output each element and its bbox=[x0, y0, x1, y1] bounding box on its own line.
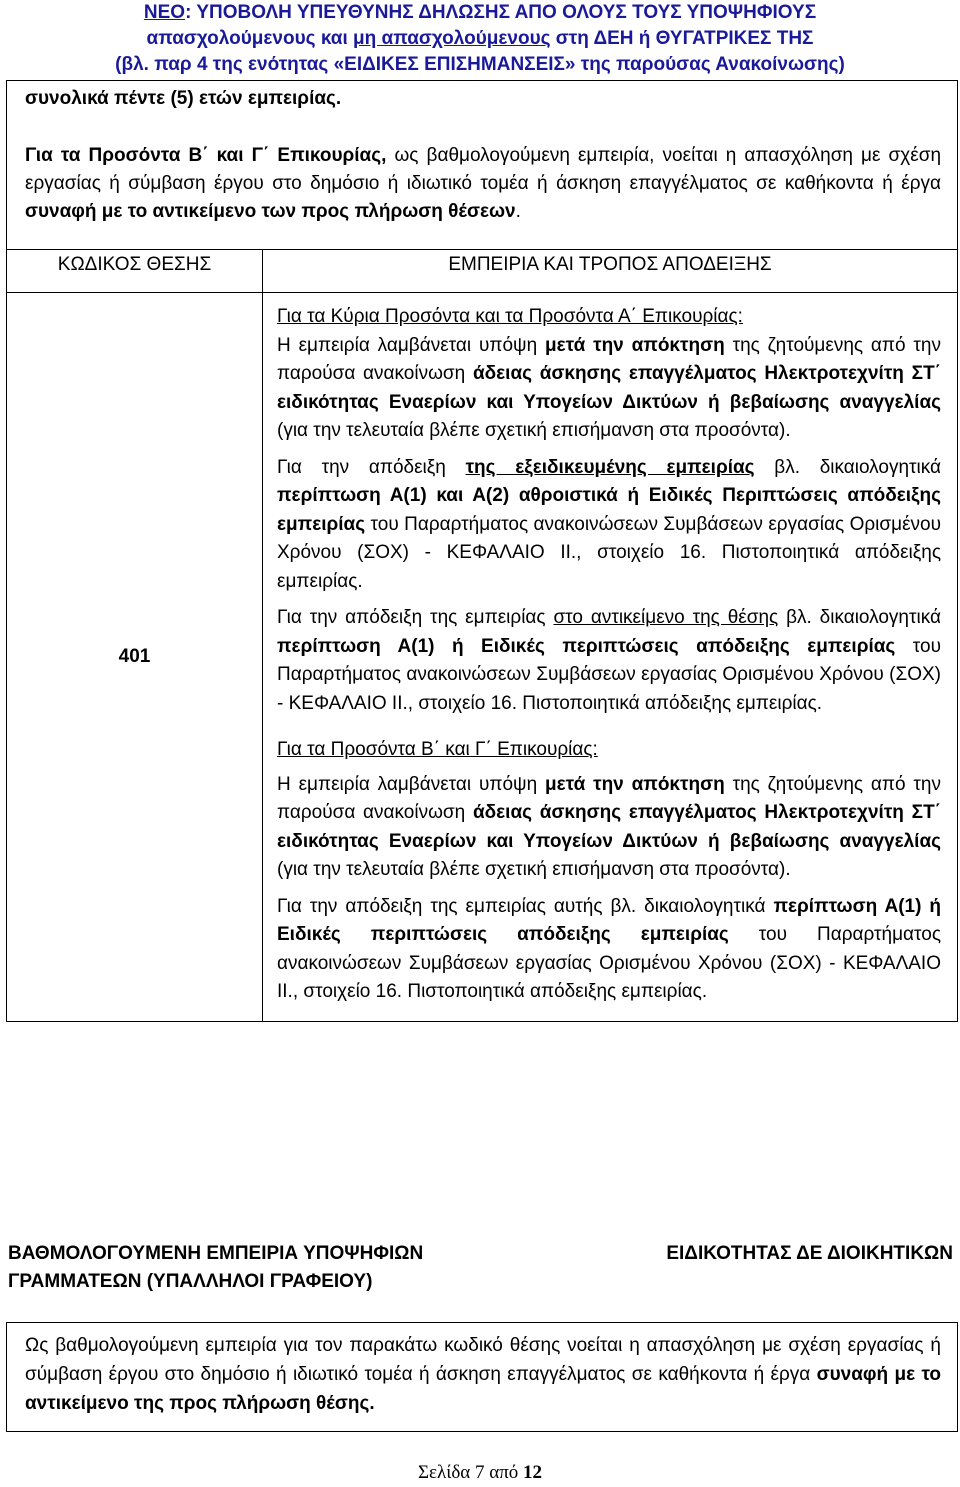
banner-line-2b: μη απασχολούμενους bbox=[353, 28, 551, 49]
b-paragraph-1 bbox=[277, 771, 941, 885]
intro-text bbox=[7, 81, 957, 226]
a-paragraph-2 bbox=[277, 454, 941, 597]
a-p2-1: Για την απόδειξη bbox=[277, 456, 466, 478]
banner-line-2 bbox=[0, 26, 960, 52]
definition-text bbox=[7, 1323, 957, 1418]
a-p3-2: στο αντικείμενο της θέσης bbox=[553, 607, 779, 628]
col-code-header: ΚΩΔΙΚΟΣ ΘΕΣΗΣ bbox=[7, 250, 263, 293]
b-p1-5: (για την τελευταία βλέπε σχετική επισήμανση στα προσόντα). bbox=[277, 859, 791, 880]
a-p2-4: περίπτωση Α(1) και Α(2) αθροιστικά ή Ειδικές Περιπτώσεις απόδειξης εμπειρίας bbox=[277, 485, 941, 535]
a-p2-2: της εξειδικευμένης εμπειρίας bbox=[465, 456, 755, 478]
page-total: 12 bbox=[523, 1462, 543, 1483]
b-p1-4: άδειας άσκησης επαγγέλματος Ηλεκτροτεχνίτη ΣΤ΄ ειδικότητας Εναερίων και Υπογείων Δικτύων ή βεβαίωσης αναγγελίας bbox=[277, 802, 941, 852]
page-prefix: Σελίδα bbox=[417, 1462, 475, 1483]
definition-box bbox=[6, 1322, 958, 1432]
banner-line-1-text: : ΥΠΟΒΟΛΗ ΥΠΕΥΘΥΝΗΣ ΔΗΛΩΣΗΣ ΑΠΟ ΟΛΟΥΣ ΤΟΥΣ ΥΠΟΨΗΦΙΟΥΣ bbox=[185, 2, 817, 23]
intro-end: . bbox=[515, 201, 521, 222]
a-p2-3: βλ. δικαιολογητικά bbox=[754, 456, 941, 478]
banner-line-2c: στη ΔΕΗ ή ΘΥΓΑΤΡΙΚΕΣ ΤΗΣ bbox=[550, 28, 814, 49]
banner-line-1 bbox=[0, 0, 960, 26]
a-p1-5: (για την τελευταία βλέπε σχετική επισήμανση στα προσόντα). bbox=[277, 420, 791, 441]
experience-cell bbox=[263, 293, 958, 1022]
intro-first-line: συνολικά πέντε (5) ετών εμπειρίας. bbox=[25, 88, 342, 109]
banner-line-3: (βλ. παρ 4 της ενότητας «ΕΙΔΙΚΕΣ ΕΠΙΣΗΜΑΝΣΕΙΣ» της παρούσας Ανακοίνωσης) bbox=[115, 54, 845, 75]
definition-plain: Ως βαθμολογούμενη εμπειρία για τον παρακάτω κωδικό θέσης νοείται η απασχόληση με σχέση εργασίας ή σύμβαση έργου στο δημόσιο ή ιδιωτικό τομέα ή άσκηση επαγγέλματος σε καθήκοντα ή έργα bbox=[25, 1335, 941, 1385]
intro-bold-end: συναφή με το αντικείμενο των προς πλήρωση θέσεων bbox=[25, 201, 516, 222]
a-paragraph-1 bbox=[277, 332, 941, 446]
a-p1-4: άδειας άσκησης επαγγέλματος Ηλεκτροτεχνίτη ΣΤ΄ ειδικότητας Εναερίων και Υπογείων Δικτύων ή βεβαίωσης αναγγελίας bbox=[277, 363, 941, 413]
definition-bold: συναφή με το αντικείμενο της προς πλήρωση θέσης. bbox=[25, 1364, 941, 1414]
banner-line-2a: απασχολούμενους και bbox=[146, 28, 354, 49]
a-paragraph-3 bbox=[277, 604, 941, 718]
a-p3-5: του Παραρτήματος ανακοινώσεων Συμβάσεων εργασίας Ορισμένου Χρόνου (ΣΟΧ) - ΚΕΦΑΛΑΙΟ ΙΙ., στοιχείο 16. Πιστοποιητικά απόδειξης εμπειρίας. bbox=[277, 635, 941, 714]
b-paragraph-2 bbox=[277, 893, 941, 1007]
intro-bold-start: Για τα Προσόντα Β΄ και Γ΄ Επικουρίας, bbox=[25, 145, 387, 166]
section-title-right: ΕΙΔΙΚΟΤΗΤΑΣ ΔΕ ΔΙΟΙΚΗΤΙΚΩΝ bbox=[666, 1243, 953, 1264]
page-number: 7 bbox=[474, 1462, 485, 1483]
intro-mid: ως βαθμολογούμενη εμπειρία, νοείται η απασχόληση με σχέση εργασίας ή σύμβαση έργου στο δημόσιο ή ιδιωτικό τομέα ή άσκηση επαγγέλματος σε καθήκοντα ή έργα bbox=[25, 145, 942, 194]
intro-box bbox=[6, 80, 958, 251]
section-title-row bbox=[8, 1240, 953, 1268]
a-p1-1: Η εμπειρία λαμβάνεται υπόψη bbox=[277, 334, 545, 356]
table-row bbox=[7, 293, 958, 1022]
section-title-line2: ΓΡΑΜΜΑΤΕΩΝ (ΥΠΑΛΛΗΛΟΙ ΓΡΑΦΕΙΟΥ) bbox=[8, 1271, 373, 1292]
b-p1-1: Η εμπειρία λαμβάνεται υπόψη bbox=[277, 773, 545, 795]
heading-b-c: Για τα Προσόντα Β΄ και Γ΄ Επικουρίας: bbox=[277, 739, 598, 760]
a-p3-1: Για την απόδειξη της εμπειρίας bbox=[277, 607, 554, 628]
b-p1-2: μετά την απόκτηση bbox=[544, 773, 725, 795]
a-p2-5: του Παραρτήματος ανακοινώσεων Συμβάσεων εργασίας Ορισμένου Χρόνου (ΣΟΧ) - ΚΕΦΑΛΑΙΟ ΙΙ., στοιχείο 16. Πιστοποιητικά απόδειξης εμπειρίας. bbox=[277, 513, 941, 592]
a-p1-3: της ζητούμενης από την παρούσα ανακοίνωση bbox=[277, 334, 941, 384]
a-p3-3: βλ. δικαιολογητικά bbox=[778, 607, 941, 628]
b-p1-3: της ζητούμενης από την παρούσα ανακοίνωση bbox=[277, 773, 941, 823]
b-p2-3: του Παραρτήματος ανακοινώσεων Συμβάσεων εργασίας Ορισμένου Χρόνου (ΣΟΧ) - ΚΕΦΑΛΑΙΟ ΙΙ., στοιχείο 16. Πιστοποιητικά απόδειξης εμπειρίας. bbox=[277, 924, 941, 1002]
position-code: 401 bbox=[7, 293, 263, 1022]
banner-new-label: ΝΕΟ bbox=[143, 2, 186, 23]
page-mid: από bbox=[484, 1462, 524, 1483]
b-p2-1: Για την απόδειξη της εμπειρίας αυτής βλ. δικαιολογητικά bbox=[277, 895, 774, 917]
page-footer bbox=[0, 1462, 960, 1484]
a-p1-2: μετά την απόκτηση bbox=[544, 334, 725, 356]
table-header-row bbox=[7, 250, 958, 293]
experience-table bbox=[6, 249, 958, 1022]
a-p3-4: περίπτωση Α(1) ή Ειδικές περιπτώσεις απόδειξης εμπειρίας bbox=[277, 635, 896, 657]
heading-main-a: Για τα Κύρια Προσόντα και τα Προσόντα Α΄ Επικουρίας: bbox=[277, 306, 743, 327]
section-title bbox=[8, 1240, 953, 1296]
b-p2-2: περίπτωση Α(1) ή Ειδικές περιπτώσεις απόδειξης εμπειρίας bbox=[277, 895, 941, 945]
section-title-left: ΒΑΘΜΟΛΟΓΟΥΜΕΝΗ ΕΜΠΕΙΡΙΑ ΥΠΟΨΗΦΙΩΝ bbox=[8, 1243, 424, 1264]
notice-banner bbox=[0, 0, 960, 78]
col-experience-header: ΕΜΠΕΙΡΙΑ ΚΑΙ ΤΡΟΠΟΣ ΑΠΟΔΕΙΞΗΣ bbox=[263, 250, 958, 293]
